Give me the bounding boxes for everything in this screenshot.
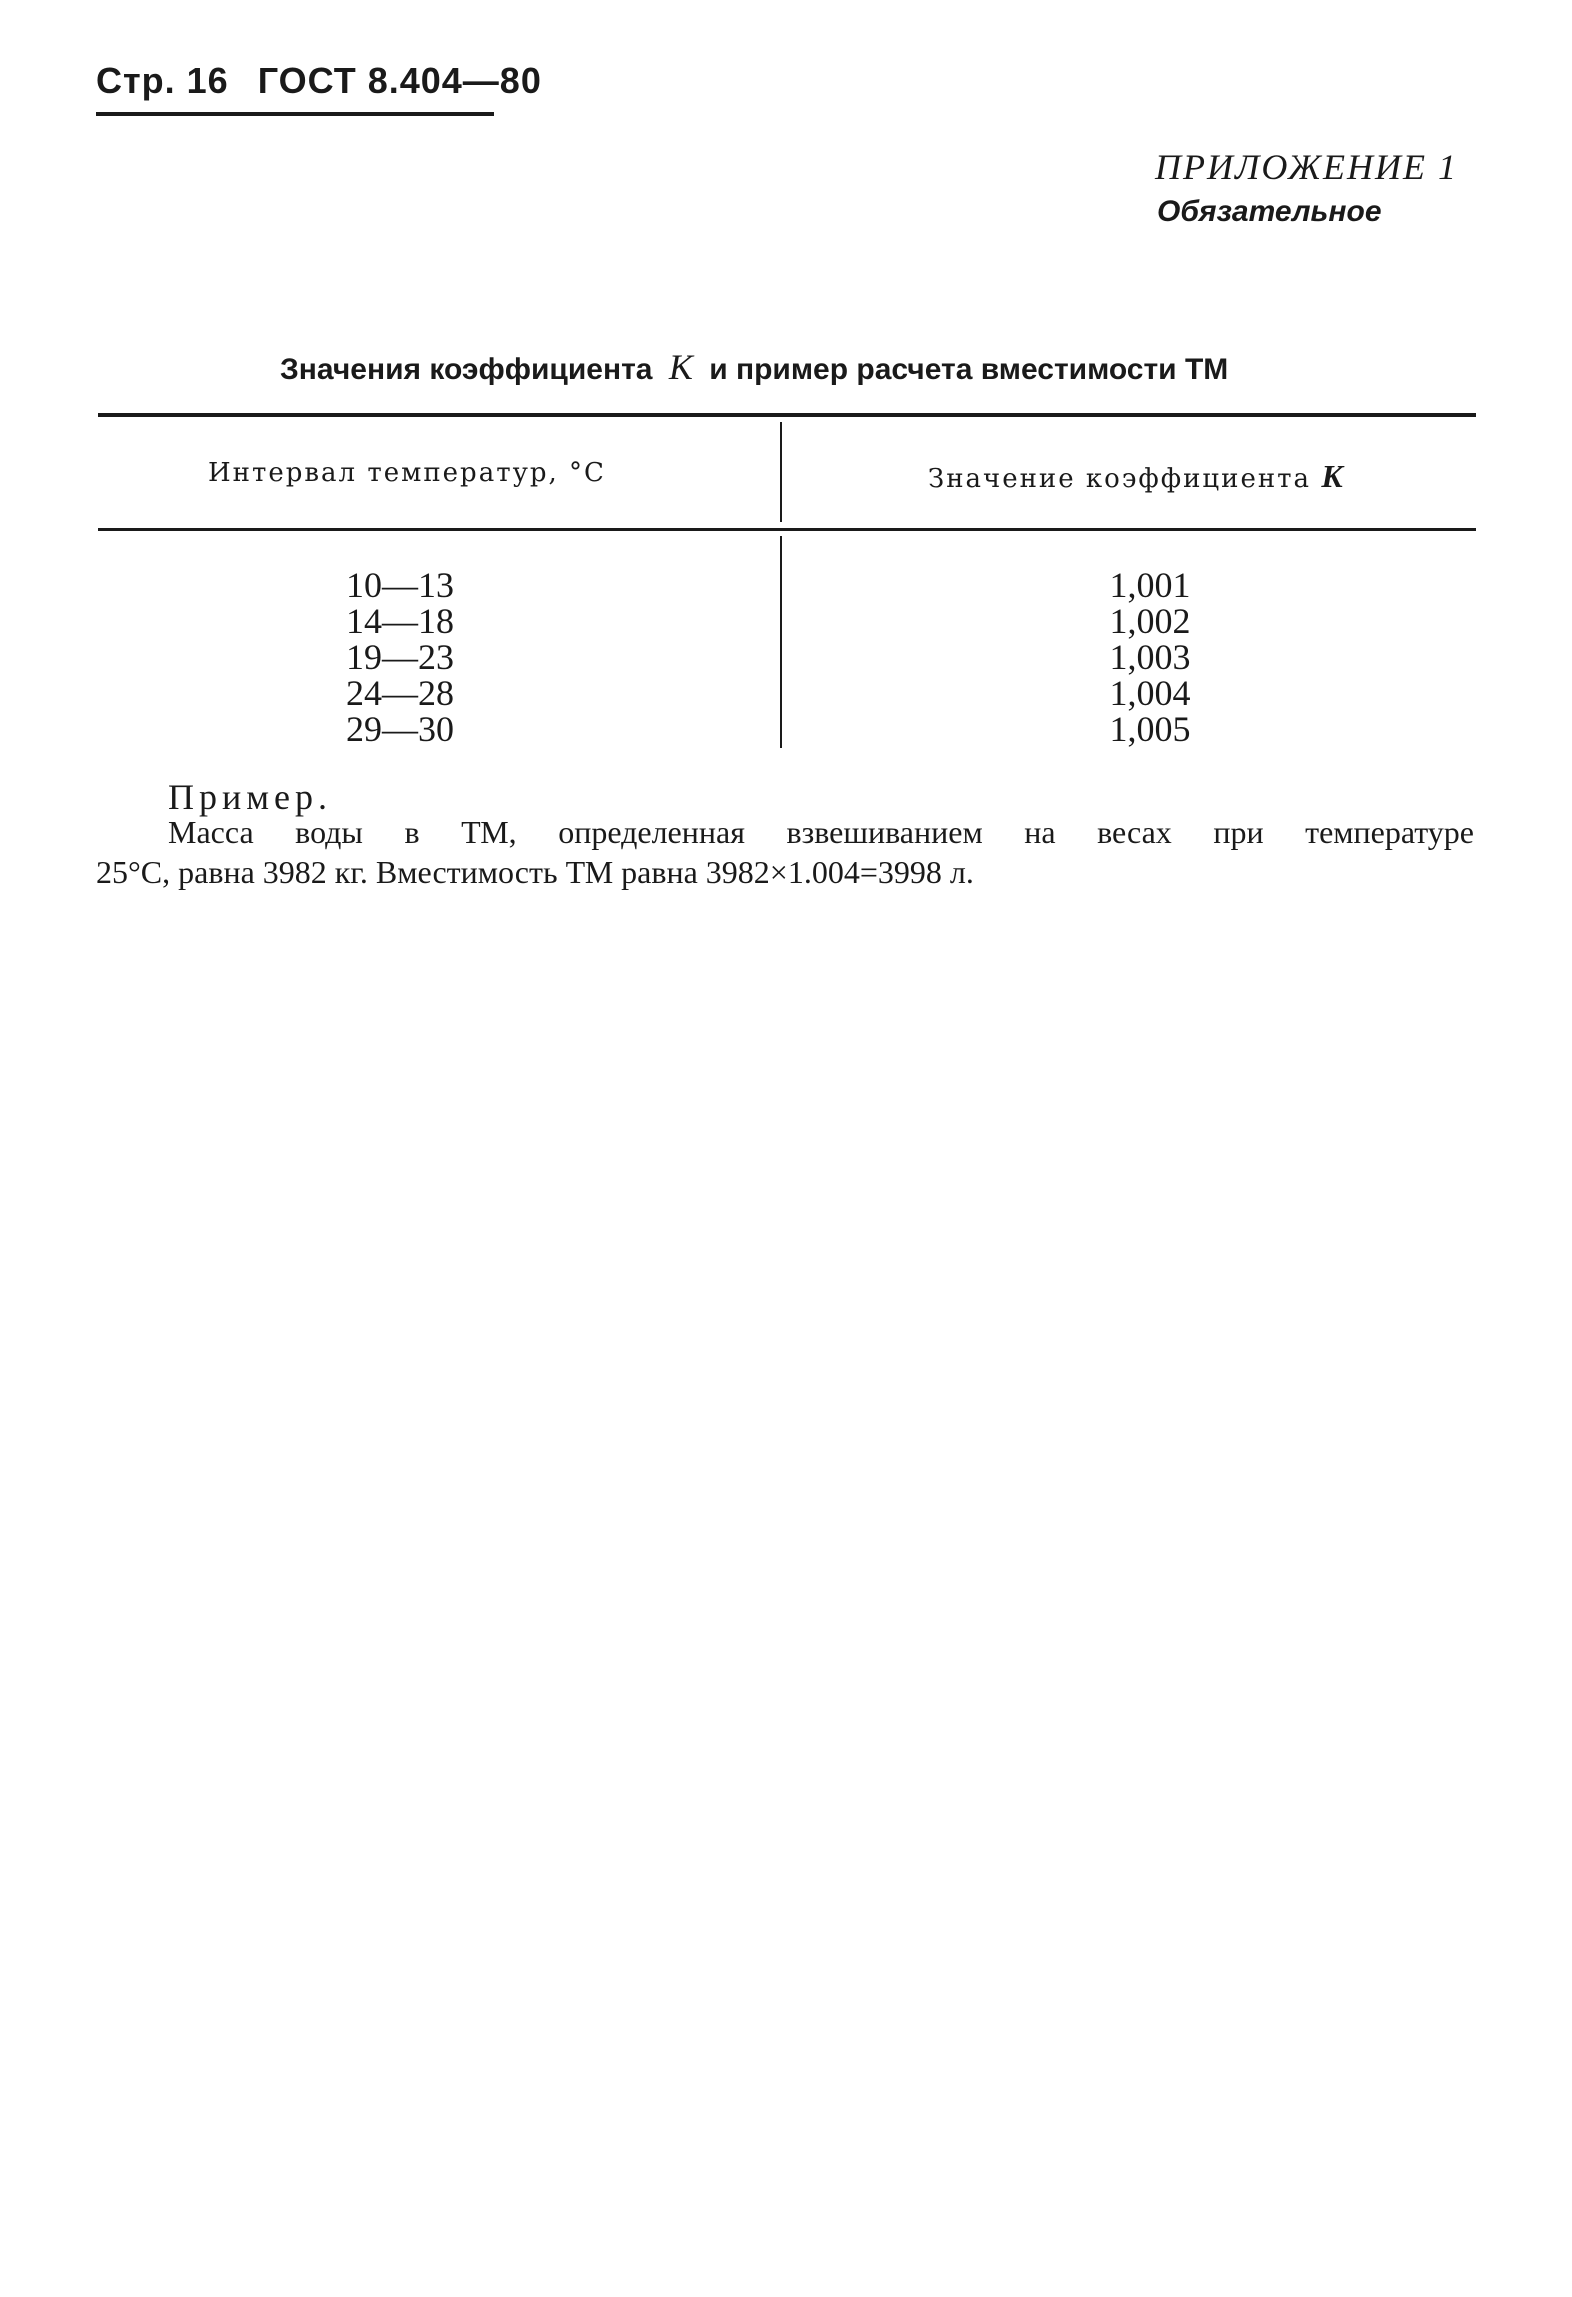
table-title-end: и пример расчета вместимости ТМ <box>709 353 1229 386</box>
standard-number: ГОСТ 8.404—80 <box>257 60 542 101</box>
table-body-divider <box>780 536 782 748</box>
table-cell-interval: 14—18 <box>346 601 454 641</box>
table-cell-value: 1,005 <box>1109 709 1191 749</box>
appendix-title: ПРИЛОЖЕНИЕ 1 <box>1155 147 1458 187</box>
table-cell-interval: 10—13 <box>346 565 454 605</box>
interval-column <box>300 567 500 747</box>
example-heading: Пример. <box>168 777 333 817</box>
table-top-rule <box>98 413 1476 417</box>
column-header-coefficient <box>928 458 1343 495</box>
table-title <box>280 346 1228 388</box>
table-cell-value: 1,003 <box>1109 637 1191 677</box>
table-cell-value: 1,004 <box>1109 673 1191 713</box>
header-underline <box>96 112 494 116</box>
table-cell-interval: 19—23 <box>346 637 454 677</box>
table-cell-interval: 24—28 <box>346 673 454 713</box>
coefficient-column <box>1040 567 1260 747</box>
table-title-symbol: K <box>668 347 693 387</box>
example-line-2: 25°С, равна 3982 кг. Вместимость ТМ равна 3982×1.004=3998 л. <box>96 854 974 890</box>
column-header-interval: Интервал температур, °С <box>208 458 606 488</box>
column-header-coefficient-text: Значение коэффициента <box>928 464 1312 494</box>
table-header-divider <box>780 422 782 522</box>
appendix-status: Обязательное <box>1157 195 1382 228</box>
table-cell-value: 1,002 <box>1109 601 1191 641</box>
table-cell-value: 1,001 <box>1109 565 1191 605</box>
table-title-start: Значения коэффициента <box>280 353 653 386</box>
table-header-rule <box>98 528 1476 531</box>
page-number: Стр. 16 <box>96 60 229 101</box>
column-header-symbol: K <box>1321 458 1343 494</box>
example-line-1: Масса воды в ТМ, определенная взвешиванием на весах при температуре <box>168 814 1474 850</box>
example-text <box>96 812 1474 892</box>
page-header <box>96 60 560 102</box>
table-cell-interval: 29—30 <box>346 709 454 749</box>
